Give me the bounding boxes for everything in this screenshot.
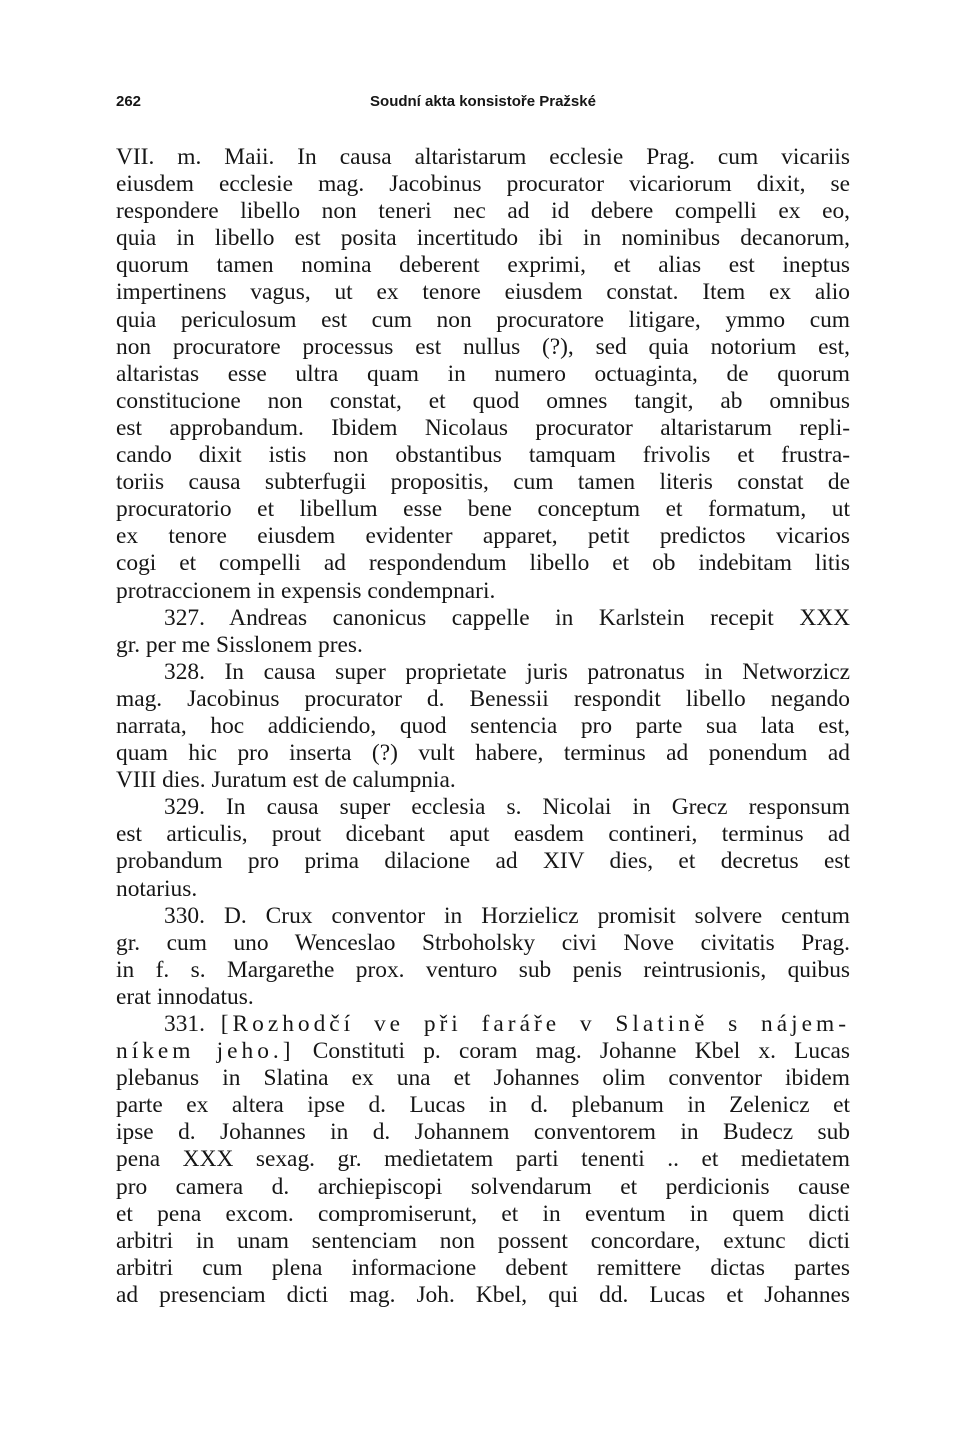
- text-line: ex tenore eiusdem evidenter apparet, petit predictos vicarios: [116, 523, 850, 550]
- text-line: quia in libello est posita incertitudo ibi in nominibus decanorum,: [116, 225, 850, 252]
- text-line: constitucione non constat, et quod omnes tangit, ab omnibus: [116, 387, 850, 414]
- text-line: quam hic pro inserta (?) vult habere, terminus ad ponendum ad: [116, 740, 850, 767]
- running-title: Soudní akta konsistoře Pražské: [370, 93, 596, 110]
- paragraph-number: 331.: [164, 1011, 205, 1037]
- text-line: gr. per me Sisslonem pres.: [116, 631, 363, 658]
- text-line: cando dixit istis non obstantibus tamquam frivolis et frustra-: [116, 442, 850, 469]
- text-line: altaristas esse ultra quam in numero octuaginta, de quorum: [116, 360, 850, 387]
- text-line: procuratorio et libellum esse bene conceptum et formatum, ut: [116, 496, 850, 523]
- paragraph-331-heading-continuation: [116, 1038, 850, 1065]
- text-line: in f. s. Margarethe prox. venturo sub penis reintrusionis, quibus: [116, 956, 850, 983]
- text-line: ipse d. Johannes in d. Johannem conventorem in Budecz sub: [116, 1119, 850, 1146]
- text-line: pro camera d. archiepiscopi solvendarum et perdicionis cause: [116, 1173, 850, 1200]
- text-fragment: Constituti p. coram mag. Johanne Kbel x. Lucas: [312, 1038, 850, 1065]
- text-line: erat innodatus.: [116, 983, 254, 1010]
- text-line: probandum pro prima dilacione ad XIV dies, et decretus est: [116, 848, 850, 875]
- text-line: et pena excom. compromiserunt, et in eventum in quem dicti: [116, 1200, 850, 1227]
- text-line: narrata, hoc addiciendo, quod sentencia pro parte sua lata est,: [116, 712, 850, 739]
- text-line: ad presenciam dicti mag. Joh. Kbel, qui dd. Lucas et Johannes: [116, 1281, 850, 1308]
- text-line: quorum tamen nomina deberent exprimi, et alias est ineptus: [116, 252, 850, 279]
- text-line: parte ex altera ipse d. Lucas in d. plebanum in Zelenicz et: [116, 1092, 850, 1119]
- paragraph-328-line: 328. In causa super proprietate juris patronatus in Networzicz: [164, 658, 850, 685]
- text-line: notarius.: [116, 875, 198, 902]
- czech-heading-continuation: níkem jeho.]: [116, 1038, 295, 1065]
- text-line: arbitri in unam sentenciam non possent concordare, extunc dicti: [116, 1227, 850, 1254]
- text-line: VIII dies. Juratum est de calumpnia.: [116, 767, 456, 794]
- text-line: impertinens vagus, ut ex tenore eiusdem constat. Item ex alio: [116, 279, 850, 306]
- text-line: est approbandum. Ibidem Nicolaus procurator altaristarum repli-: [116, 414, 850, 441]
- text-line: est articulis, prout dicebant aput easdem contineri, terminus ad: [116, 821, 850, 848]
- text-line: mag. Jacobinus procurator d. Benessii respondit libello negando: [116, 685, 850, 712]
- text-line: VII. m. Maii. In causa altaristarum ecclesie Prag. cum vicariis: [116, 144, 850, 170]
- paragraph-329-line: 329. In causa super ecclesia s. Nicolai in Grecz responsum: [164, 794, 850, 821]
- paragraph-327-line: 327. Andreas canonicus cappelle in Karlstein recepit XXX: [164, 604, 850, 631]
- text-line: toriis causa subterfugii propositis, cum tamen literis constat de: [116, 469, 850, 496]
- text-line: respondere libello non teneri nec ad id debere compelli ex eo,: [116, 198, 850, 225]
- paragraph-330-line: 330. D. Crux conventor in Horzielicz promisit solvere centum: [164, 902, 850, 929]
- text-line: plebanus in Slatina ex una et Johannes olim conventor ibidem: [116, 1065, 850, 1092]
- text-line: quia periculosum est cum non procuratore litigare, ymmo cum: [116, 306, 850, 333]
- text-line: protraccionem in expensis condempnari.: [116, 577, 496, 604]
- text-line: non procuratore processus est nullus (?), sed quia notorium est,: [116, 333, 850, 360]
- page-number: 262: [116, 93, 142, 110]
- paragraph-331-heading-line: [116, 1011, 850, 1038]
- text-line: arbitri cum plena informacione debent remittere dictas partes: [116, 1254, 850, 1281]
- text-line: cogi et compelli ad respondendum libello et ob indebitam litis: [116, 550, 850, 577]
- body-text: [116, 144, 850, 1309]
- text-line: gr. cum uno Wenceslao Strboholsky civi Nove civitatis Prag.: [116, 929, 850, 956]
- czech-heading: [Rozhodčí ve při faráře v Slatině s nájem-: [220, 1011, 850, 1037]
- document-page: [116, 92, 850, 1309]
- text-line: eiusdem ecclesie mag. Jacobinus procurator vicariorum dixit, se: [116, 171, 850, 198]
- text-line: pena XXX sexag. gr. medietatem parti tenenti .. et medietatem: [116, 1146, 850, 1173]
- page-header: [116, 92, 850, 116]
